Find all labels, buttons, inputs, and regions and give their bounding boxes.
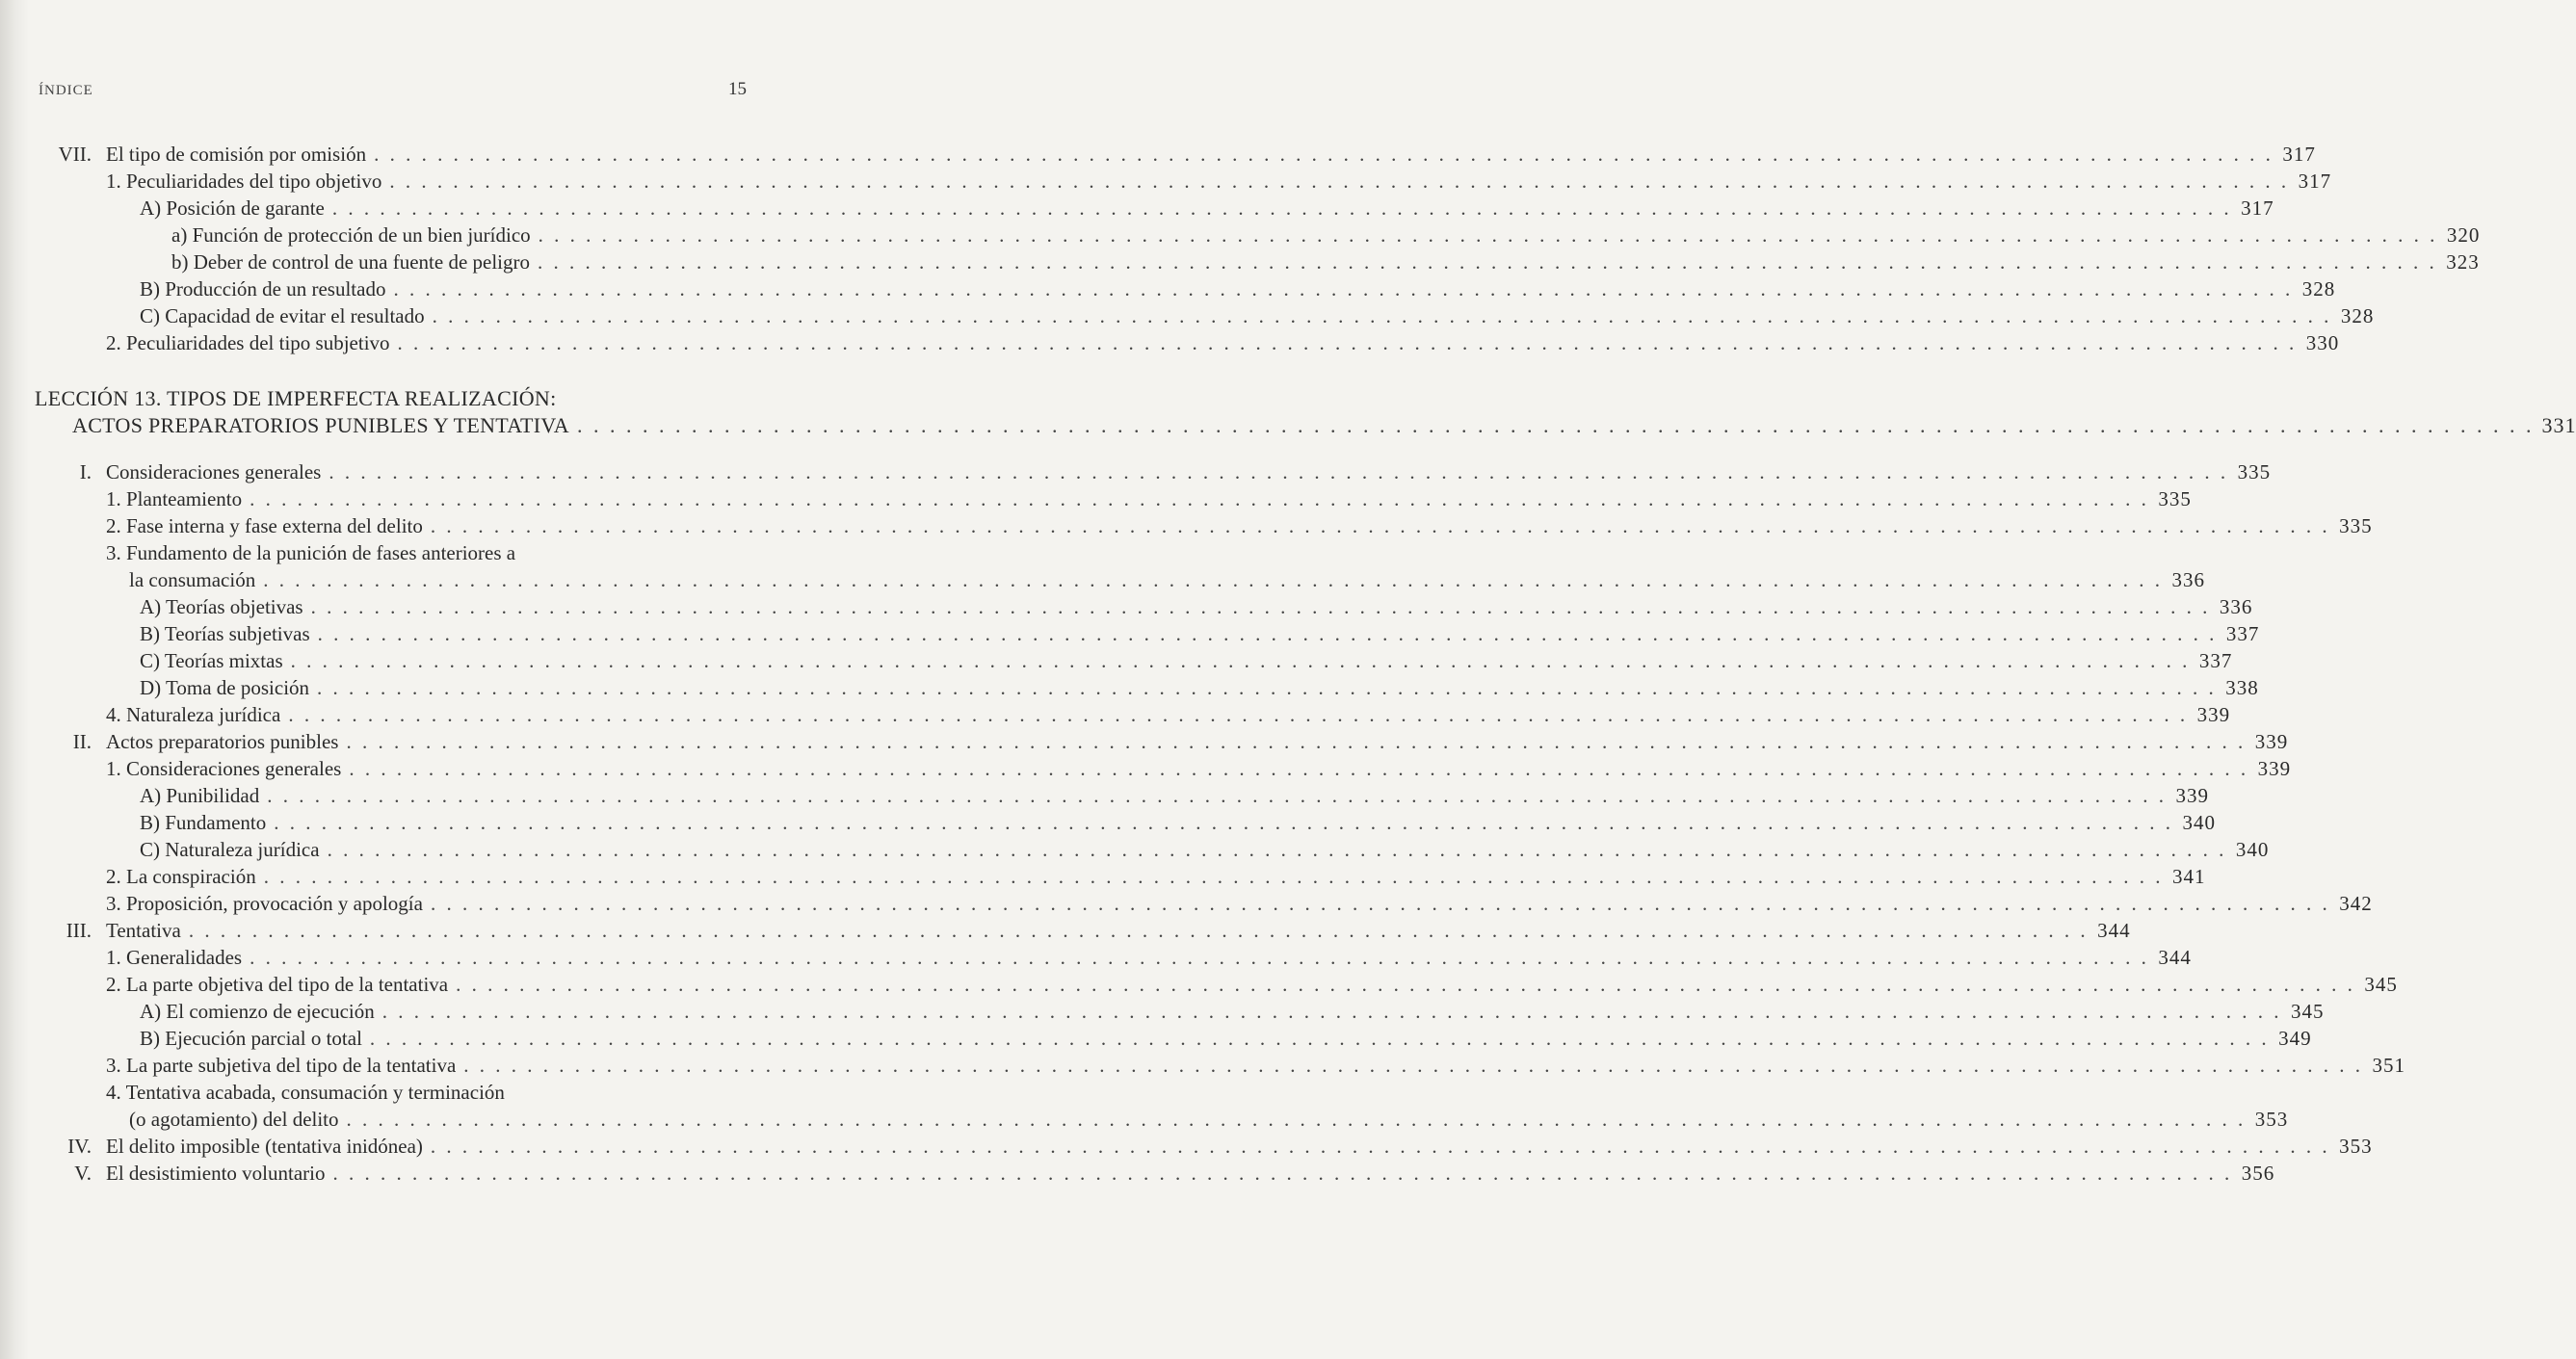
toc-entry — [0, 944, 2192, 971]
toc-entry — [0, 674, 2259, 701]
toc-entry — [0, 222, 2481, 248]
toc-page-number: 339 — [2257, 757, 2292, 780]
toc-entry — [0, 890, 2373, 917]
toc-entry-title: Tentativa — [106, 919, 181, 942]
toc-entry-line — [171, 248, 2480, 275]
toc-entry-line — [129, 566, 2205, 593]
toc-entry-line — [106, 512, 2373, 539]
toc-entry-title: 4. Tentativa acabada, consumación y terminación — [106, 1081, 505, 1104]
toc-entry-line — [140, 836, 2270, 863]
toc-entry-title: 2. La conspiración — [106, 865, 256, 888]
toc-entry-line — [106, 728, 2289, 755]
toc-entry — [0, 620, 2260, 647]
dot-leader: . . . . . . . . . . . . . . . . . . . . . . . . . . . . . . . . . . . . . . . . . . . . . . . . . . . . . . . . . . . . . . . . . . . . . . . . . . . . . . . . . . . . . . . . . . . . . . . . . . . . . . . . . . . . . . . . . . . . . . . . — [290, 649, 2191, 672]
toc-entry-title: A) Punibilidad — [140, 784, 260, 807]
dot-leader: . . . . . . . . . . . . . . . . . . . . . . . . . . . . . . . . . . . . . . . . . . . . . . . . . . . . . . . . . . . . . . . . . . . . . . . . . . . . . . . . . . . . . . . . . . . . . . . . . . . . . . . . . . . . . . . . . . . . . . . . — [267, 784, 2167, 807]
toc-entry — [0, 836, 2270, 863]
toc-entry-line — [140, 782, 2209, 809]
toc-entry — [0, 1133, 2373, 1160]
dot-leader: . . . . . . . . . . . . . . . . . . . . . . . . . . . . . . . . . . . . . . . . . . . . . . . . . . . . . . . . . . . . . . . . . . . . . . . . . . . . . . . . . . . . . . . . . . . . . . . . . . . . . . . . . . . . . . . . . . . . . . . . — [369, 1027, 2270, 1050]
toc-entry-title: El desistimiento voluntario — [106, 1162, 326, 1185]
dot-leader: . . . . . . . . . . . . . . . . . . . . . . . . . . . . . . . . . . . . . . . . . . . . . . . . . . . . . . . . . . . . . . . . . . . . . . . . . . . . . . . . . . . . . . . . . . . . . . . . . . . . . . . . . . . . . . . . . . . . . . . . — [576, 413, 2535, 437]
toc-entry-title: b) Deber de control de una fuente de peligro — [171, 250, 531, 274]
toc-entry-title: 1. Generalidades — [106, 946, 243, 969]
dot-leader: . . . . . . . . . . . . . . . . . . . . . . . . . . . . . . . . . . . . . . . . . . . . . . . . . . . . . . . . . . . . . . . . . . . . . . . . . . . . . . . . . . . . . . . . . . . . . . . . . . . . . . . . . . . . . . . . . . . . . . . . — [393, 277, 2294, 301]
toc-entry — [0, 168, 2332, 195]
toc-entry — [0, 1160, 2275, 1187]
toc-entry-title: 1. Consideraciones generales — [106, 757, 342, 780]
toc-entry-title: 2. Fase interna y fase externa del delito — [106, 514, 423, 537]
toc-entry — [0, 302, 2375, 329]
toc-page-number: 337 — [2198, 649, 2233, 672]
toc-entry-line — [106, 485, 2192, 512]
toc-entry — [0, 755, 2292, 782]
toc-entry-title: B) Teorías subjetivas — [140, 622, 310, 645]
dot-leader: . . . . . . . . . . . . . . . . . . . . . . . . . . . . . . . . . . . . . . . . . . . . . . . . . . . . . . . . . . . . . . . . . . . . . . . . . . . . . . . . . . . . . . . . . . . . . . . . . . . . . . . . . . . . . . . . . . . . . . . . — [538, 223, 2438, 247]
toc-entry-line — [140, 998, 2325, 1025]
toc-page-number: 345 — [2290, 1000, 2325, 1023]
toc-entry-title: ACTOS PREPARATORIOS PUNIBLES Y TENTATIVA — [72, 413, 569, 437]
toc-entry-line — [140, 620, 2260, 647]
toc-page-number: 345 — [2364, 973, 2398, 996]
section-spacer — [0, 439, 872, 458]
toc-entry-title: C) Naturaleza jurídica — [140, 838, 320, 861]
toc-entry-title: la consumación — [129, 568, 256, 591]
toc-entry-title: 1. Planteamiento — [106, 487, 243, 510]
toc-entry-title: 1. Peculiaridades del tipo objetivo — [106, 170, 382, 193]
toc-page-number: 339 — [2196, 703, 2231, 726]
toc-entry-title: 2. La parte objetiva del tipo de la tentativa — [106, 973, 449, 996]
toc-entry-title: C) Capacidad de evitar el resultado — [140, 304, 425, 327]
toc-entry-title: B) Producción de un resultado — [140, 277, 386, 301]
toc-entry-line — [106, 701, 2231, 728]
dot-leader: . . . . . . . . . . . . . . . . . . . . . . . . . . . . . . . . . . . . . . . . . . . . . . . . . . . . . . . . . . . . . . . . . . . . . . . . . . . . . . . . . . . . . . . . . . . . . . . . . . . . . . . . . . . . . . . . . . . . . . . . — [374, 143, 2274, 166]
toc-entry-line — [106, 141, 2316, 168]
toc-section-numeral: I. — [79, 460, 92, 483]
toc-entry-line — [106, 1160, 2275, 1187]
dot-leader: . . . . . . . . . . . . . . . . . . . . . . . . . . . . . . . . . . . . . . . . . . . . . . . . . . . . . . . . . . . . . . . . . . . . . . . . . . . . . . . . . . . . . . . . . . . . . . . . . . . . . . . . . . . . . . . . . . . . . . . . — [430, 892, 2330, 915]
toc-entry-line — [106, 971, 2398, 998]
toc-page-number: 342 — [2339, 892, 2373, 915]
toc-entry — [0, 248, 2480, 275]
toc-page-number: 331 — [2541, 413, 2576, 437]
toc-page-number: 344 — [2097, 919, 2131, 942]
page-number: 15 — [728, 79, 747, 99]
toc-lesson-heading — [0, 385, 872, 412]
toc-page-number: 339 — [2254, 730, 2289, 753]
toc-page-number: 335 — [2339, 514, 2373, 537]
toc-entry-title: El delito imposible (tentativa inidónea) — [106, 1135, 423, 1158]
toc-entry — [0, 1052, 2406, 1079]
toc-entry — [0, 593, 2253, 620]
toc-entry-line — [106, 1079, 747, 1106]
toc-entry — [0, 1106, 2289, 1133]
toc-page-number: 339 — [2175, 784, 2209, 807]
dot-leader: . . . . . . . . . . . . . . . . . . . . . . . . . . . . . . . . . . . . . . . . . . . . . . . . . . . . . . . . . . . . . . . . . . . . . . . . . . . . . . . . . . . . . . . . . . . . . . . . . . . . . . . . . . . . . . . . . . . . . . . . — [188, 919, 2089, 942]
toc-entry — [0, 647, 2233, 674]
toc-entry-line — [106, 458, 2272, 485]
toc-entry-line — [106, 1133, 2373, 1160]
toc-entry — [0, 1025, 2312, 1052]
toc-entry-title: 3. Fundamento de la punición de fases anteriores a — [106, 541, 516, 564]
toc-page-number: 330 — [2305, 331, 2340, 354]
toc-page-number: 317 — [2298, 170, 2332, 193]
toc-entry-line — [106, 890, 2373, 917]
toc-entry — [0, 539, 872, 566]
dot-leader: . . . . . . . . . . . . . . . . . . . . . . . . . . . . . . . . . . . . . . . . . . . . . . . . . . . . . . . . . . . . . . . . . . . . . . . . . . . . . . . . . . . . . . . . . . . . . . . . . . . . . . . . . . . . . . . . . . . . . . . . — [288, 703, 2189, 726]
toc-entry-title: 2. Peculiaridades del tipo subjetivo — [106, 331, 390, 354]
toc-entry — [0, 701, 2231, 728]
toc-section-numeral: II. — [72, 730, 92, 753]
toc-entry-line — [140, 302, 2375, 329]
toc-entry-line — [72, 412, 2576, 439]
toc-entry-title: A) Teorías objetivas — [140, 595, 303, 618]
toc-entry — [0, 512, 2373, 539]
dot-leader: . . . . . . . . . . . . . . . . . . . . . . . . . . . . . . . . . . . . . . . . . . . . . . . . . . . . . . . . . . . . . . . . . . . . . . . . . . . . . . . . . . . . . . . . . . . . . . . . . . . . . . . . . . . . . . . . . . . . . . . . — [463, 1054, 2364, 1077]
toc-entry-title: B) Ejecución parcial o total — [140, 1027, 362, 1050]
toc-page-number: 328 — [2340, 304, 2375, 327]
dot-leader: . . . . . . . . . . . . . . . . . . . . . . . . . . . . . . . . . . . . . . . . . . . . . . . . . . . . . . . . . . . . . . . . . . . . . . . . . . . . . . . . . . . . . . . . . . . . . . . . . . . . . . . . . . . . . . . . . . . . . . . . — [274, 811, 2173, 834]
toc-entry-line — [129, 1106, 2289, 1133]
toc-page-number: 336 — [2219, 595, 2253, 618]
toc-page-number: 353 — [2339, 1135, 2373, 1158]
toc-entry — [0, 998, 2325, 1025]
toc-page-number: 341 — [2171, 865, 2206, 888]
toc-page-number: 353 — [2254, 1108, 2289, 1131]
toc-entry-title: a) Función de protección de un bien jurídico — [171, 223, 531, 247]
dot-leader: . . . . . . . . . . . . . . . . . . . . . . . . . . . . . . . . . . . . . . . . . . . . . . . . . . . . . . . . . . . . . . . . . . . . . . . . . . . . . . . . . . . . . . . . . . . . . . . . . . . . . . . . . . . . . . . . . . . . . . . . — [538, 250, 2437, 274]
toc-page-number: 338 — [2225, 676, 2259, 699]
toc-page-number: 317 — [2282, 143, 2316, 166]
toc-entry-title: LECCIÓN 13. TIPOS DE IMPERFECTA REALIZACIÓN: — [35, 386, 557, 410]
dot-leader: . . . . . . . . . . . . . . . . . . . . . . . . . . . . . . . . . . . . . . . . . . . . . . . . . . . . . . . . . . . . . . . . . . . . . . . . . . . . . . . . . . . . . . . . . . . . . . . . . . . . . . . . . . . . . . . . . . . . . . . . — [317, 676, 2217, 699]
table-of-contents — [0, 141, 2576, 1187]
toc-entry — [0, 809, 2216, 836]
toc-entry — [0, 1079, 872, 1106]
toc-entry-title: El tipo de comisión por omisión — [106, 143, 367, 166]
toc-entry-line — [140, 195, 2274, 222]
toc-entry — [0, 195, 2274, 222]
toc-section-numeral: V. — [74, 1162, 92, 1185]
toc-entry-line — [106, 329, 2340, 356]
dot-leader: . . . . . . . . . . . . . . . . . . . . . . . . . . . . . . . . . . . . . . . . . . . . . . . . . . . . . . . . . . . . . . . . . . . . . . . . . . . . . . . . . . . . . . . . . . . . . . . . . . . . . . . . . . . . . . . . . . . . . . . . — [263, 865, 2164, 888]
toc-entry-title: Actos preparatorios punibles — [106, 730, 339, 753]
toc-entry-line — [140, 593, 2253, 620]
toc-page-number: 328 — [2301, 277, 2336, 301]
dot-leader: . . . . . . . . . . . . . . . . . . . . . . . . . . . . . . . . . . . . . . . . . . . . . . . . . . . . . . . . . . . . . . . . . . . . . . . . . . . . . . . . . . . . . . . . . . . . . . . . . . . . . . . . . . . . . . . . . . . . . . . . — [327, 838, 2227, 861]
dot-leader: . . . . . . . . . . . . . . . . . . . . . . . . . . . . . . . . . . . . . . . . . . . . . . . . . . . . . . . . . . . . . . . . . . . . . . . . . . . . . . . . . . . . . . . . . . . . . . . . . . . . . . . . . . . . . . . . . . . . . . . . — [432, 304, 2332, 327]
toc-section-numeral: III. — [66, 919, 92, 942]
page-header — [39, 79, 747, 104]
toc-page-number: 337 — [2225, 622, 2260, 645]
toc-page-number: 340 — [2182, 811, 2216, 834]
dot-leader: . . . . . . . . . . . . . . . . . . . . . . . . . . . . . . . . . . . . . . . . . . . . . . . . . . . . . . . . . . . . . . . . . . . . . . . . . . . . . . . . . . . . . . . . . . . . . . . . . . . . . . . . . . . . . . . . . . . . . . . . — [430, 514, 2330, 537]
toc-page-number: 335 — [2158, 487, 2192, 510]
toc-entry-line — [35, 385, 747, 412]
toc-entry-title: (o agotamiento) del delito — [129, 1108, 339, 1131]
toc-entry-line — [106, 539, 747, 566]
toc-entry-line — [106, 944, 2192, 971]
toc-entry — [0, 863, 2206, 890]
toc-page-number: 317 — [2241, 196, 2274, 220]
toc-entry — [0, 485, 2192, 512]
toc-section-numeral: VII. — [58, 143, 92, 166]
toc-entry-line — [106, 755, 2292, 782]
toc-entry-line — [106, 1052, 2406, 1079]
toc-entry — [0, 275, 2336, 302]
toc-entry-line — [106, 917, 2131, 944]
toc-entry-title: C) Teorías mixtas — [140, 649, 283, 672]
toc-page-number: 335 — [2237, 460, 2272, 483]
toc-page-number: 344 — [2158, 946, 2192, 969]
dot-leader: . . . . . . . . . . . . . . . . . . . . . . . . . . . . . . . . . . . . . . . . . . . . . . . . . . . . . . . . . . . . . . . . . . . . . . . . . . . . . . . . . . . . . . . . . . . . . . . . . . . . . . . . . . . . . . . . . . . . . . . . — [381, 1000, 2282, 1023]
toc-entry — [0, 782, 2209, 809]
dot-leader: . . . . . . . . . . . . . . . . . . . . . . . . . . . . . . . . . . . . . . . . . . . . . . . . . . . . . . . . . . . . . . . . . . . . . . . . . . . . . . . . . . . . . . . . . . . . . . . . . . . . . . . . . . . . . . . . . . . . . . . . — [329, 460, 2229, 483]
toc-entry-title: Consideraciones generales — [106, 460, 322, 483]
toc-page-number: 351 — [2372, 1054, 2406, 1077]
toc-page-number: 356 — [2241, 1162, 2275, 1185]
toc-entry-title: 3. La parte subjetiva del tipo de la tentativa — [106, 1054, 457, 1077]
dot-leader: . . . . . . . . . . . . . . . . . . . . . . . . . . . . . . . . . . . . . . . . . . . . . . . . . . . . . . . . . . . . . . . . . . . . . . . . . . . . . . . . . . . . . . . . . . . . . . . . . . . . . . . . . . . . . . . . . . . . . . . . — [346, 730, 2247, 753]
dot-leader: . . . . . . . . . . . . . . . . . . . . . . . . . . . . . . . . . . . . . . . . . . . . . . . . . . . . . . . . . . . . . . . . . . . . . . . . . . . . . . . . . . . . . . . . . . . . . . . . . . . . . . . . . . . . . . . . . . . . . . . . — [397, 331, 2298, 354]
toc-page-number: 323 — [2446, 250, 2480, 274]
toc-entry-line — [140, 275, 2336, 302]
toc-entry — [0, 566, 2205, 593]
dot-leader: . . . . . . . . . . . . . . . . . . . . . . . . . . . . . . . . . . . . . . . . . . . . . . . . . . . . . . . . . . . . . . . . . . . . . . . . . . . . . . . . . . . . . . . . . . . . . . . . . . . . . . . . . . . . . . . . . . . . . . . . — [349, 757, 2249, 780]
toc-entry-title: 4. Naturaleza jurídica — [106, 703, 281, 726]
toc-entry-title: B) Fundamento — [140, 811, 267, 834]
toc-entry-line — [140, 674, 2259, 701]
toc-page-number: 340 — [2235, 838, 2270, 861]
toc-entry — [0, 458, 2272, 485]
toc-entry — [0, 728, 2289, 755]
toc-entry-line — [140, 809, 2216, 836]
toc-entry-title: A) El comienzo de ejecución — [140, 1000, 375, 1023]
toc-entry-line — [140, 647, 2233, 674]
toc-entry-line — [171, 222, 2481, 248]
toc-entry — [0, 917, 2131, 944]
toc-lesson-heading — [0, 412, 2576, 439]
toc-page-number: 336 — [2171, 568, 2205, 591]
toc-entry — [0, 141, 2316, 168]
dot-leader: . . . . . . . . . . . . . . . . . . . . . . . . . . . . . . . . . . . . . . . . . . . . . . . . . . . . . . . . . . . . . . . . . . . . . . . . . . . . . . . . . . . . . . . . . . . . . . . . . . . . . . . . . . . . . . . . . . . . . . . . — [263, 568, 2163, 591]
dot-leader: . . . . . . . . . . . . . . . . . . . . . . . . . . . . . . . . . . . . . . . . . . . . . . . . . . . . . . . . . . . . . . . . . . . . . . . . . . . . . . . . . . . . . . . . . . . . . . . . . . . . . . . . . . . . . . . . . . . . . . . . — [250, 487, 2149, 510]
dot-leader: . . . . . . . . . . . . . . . . . . . . . . . . . . . . . . . . . . . . . . . . . . . . . . . . . . . . . . . . . . . . . . . . . . . . . . . . . . . . . . . . . . . . . . . . . . . . . . . . . . . . . . . . . . . . . . . . . . . . . . . . — [346, 1108, 2247, 1131]
toc-entry-line — [106, 168, 2332, 195]
dot-leader: . . . . . . . . . . . . . . . . . . . . . . . . . . . . . . . . . . . . . . . . . . . . . . . . . . . . . . . . . . . . . . . . . . . . . . . . . . . . . . . . . . . . . . . . . . . . . . . . . . . . . . . . . . . . . . . . . . . . . . . . — [331, 196, 2232, 220]
toc-entry-title: A) Posición de garante — [140, 196, 325, 220]
toc-entry-line — [106, 863, 2206, 890]
section-spacer — [0, 356, 872, 385]
dot-leader: . . . . . . . . . . . . . . . . . . . . . . . . . . . . . . . . . . . . . . . . . . . . . . . . . . . . . . . . . . . . . . . . . . . . . . . . . . . . . . . . . . . . . . . . . . . . . . . . . . . . . . . . . . . . . . . . . . . . . . . . — [310, 595, 2211, 618]
dot-leader: . . . . . . . . . . . . . . . . . . . . . . . . . . . . . . . . . . . . . . . . . . . . . . . . . . . . . . . . . . . . . . . . . . . . . . . . . . . . . . . . . . . . . . . . . . . . . . . . . . . . . . . . . . . . . . . . . . . . . . . . — [317, 622, 2218, 645]
toc-entry-title: 3. Proposición, provocación y apología — [106, 892, 423, 915]
dot-leader: . . . . . . . . . . . . . . . . . . . . . . . . . . . . . . . . . . . . . . . . . . . . . . . . . . . . . . . . . . . . . . . . . . . . . . . . . . . . . . . . . . . . . . . . . . . . . . . . . . . . . . . . . . . . . . . . . . . . . . . . — [456, 973, 2355, 996]
toc-entry — [0, 329, 2340, 356]
toc-page-number: 320 — [2446, 223, 2481, 247]
dot-leader: . . . . . . . . . . . . . . . . . . . . . . . . . . . . . . . . . . . . . . . . . . . . . . . . . . . . . . . . . . . . . . . . . . . . . . . . . . . . . . . . . . . . . . . . . . . . . . . . . . . . . . . . . . . . . . . . . . . . . . . . — [332, 1162, 2233, 1185]
dot-leader: . . . . . . . . . . . . . . . . . . . . . . . . . . . . . . . . . . . . . . . . . . . . . . . . . . . . . . . . . . . . . . . . . . . . . . . . . . . . . . . . . . . . . . . . . . . . . . . . . . . . . . . . . . . . . . . . . . . . . . . . — [389, 170, 2290, 193]
toc-page-number: 349 — [2278, 1027, 2312, 1050]
toc-entry — [0, 971, 2398, 998]
toc-entry-title: D) Toma de posición — [140, 676, 310, 699]
toc-section-numeral: IV. — [67, 1135, 92, 1158]
toc-entry-line — [140, 1025, 2312, 1052]
dot-leader: . . . . . . . . . . . . . . . . . . . . . . . . . . . . . . . . . . . . . . . . . . . . . . . . . . . . . . . . . . . . . . . . . . . . . . . . . . . . . . . . . . . . . . . . . . . . . . . . . . . . . . . . . . . . . . . . . . . . . . . . — [250, 946, 2149, 969]
dot-leader: . . . . . . . . . . . . . . . . . . . . . . . . . . . . . . . . . . . . . . . . . . . . . . . . . . . . . . . . . . . . . . . . . . . . . . . . . . . . . . . . . . . . . . . . . . . . . . . . . . . . . . . . . . . . . . . . . . . . . . . . — [430, 1135, 2330, 1158]
running-head: ÍNDICE — [39, 83, 93, 98]
